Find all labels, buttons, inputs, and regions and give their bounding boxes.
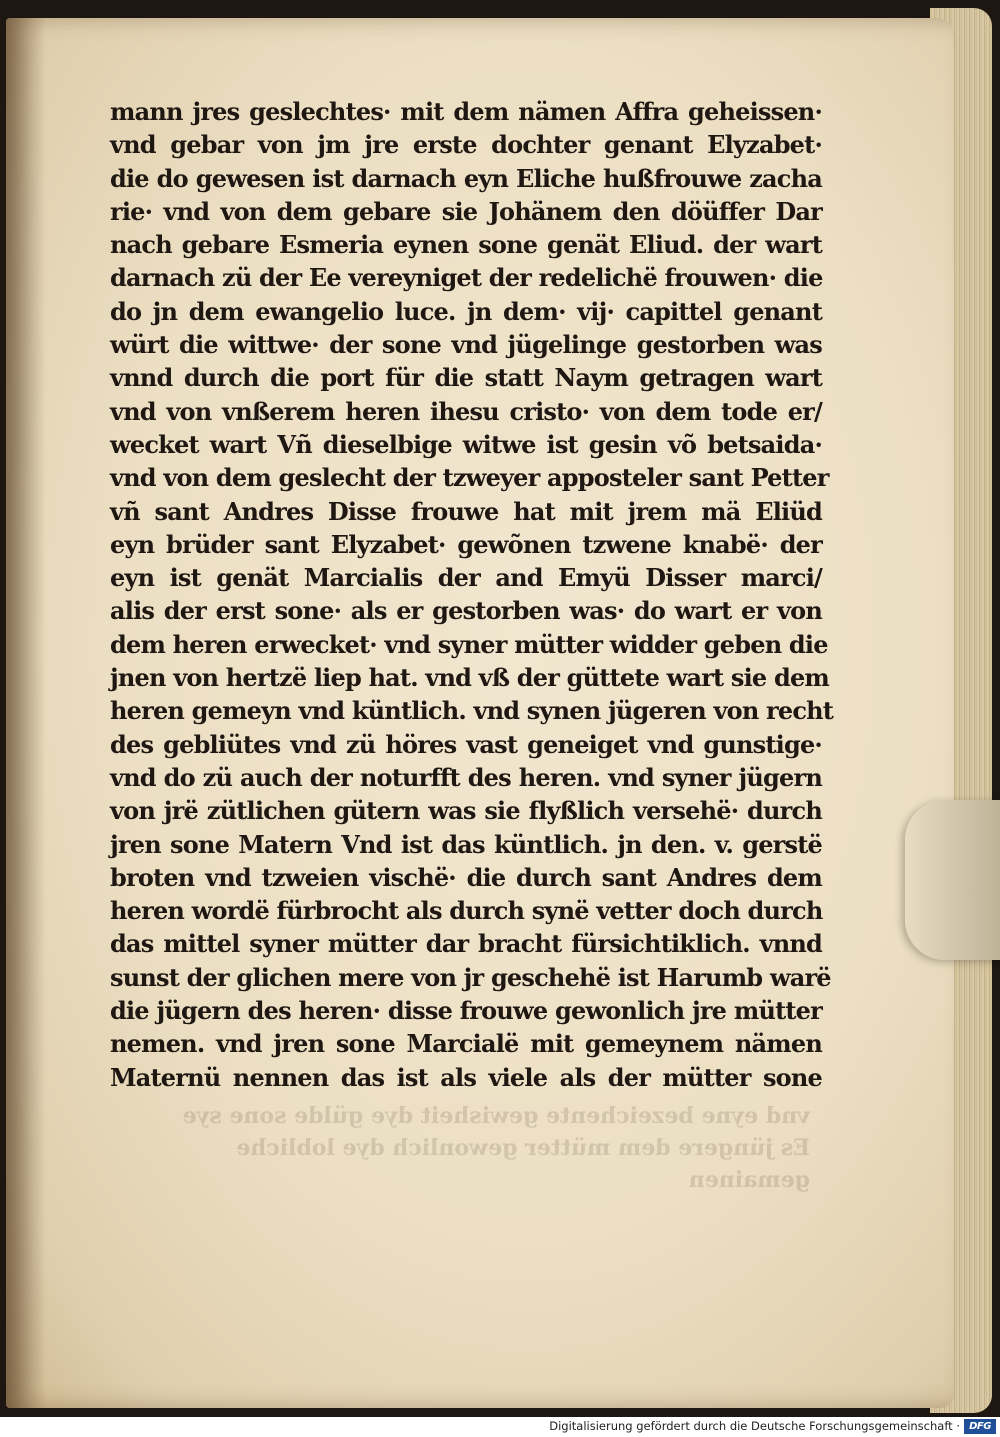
text-line: mann jres geslechtes· mit dem nämen Affra geheissen· (110, 97, 822, 126)
text-line: heren wordë fürbrocht als durch synë vetter doch durch (110, 896, 823, 926)
text-line: vnd von vnßerem heren ihesu cristo· von dem tode er/ (110, 396, 822, 426)
bleed-line: vnd eyne bezeichente gewisheit dye gülde sone sye (182, 1103, 810, 1129)
text-block (110, 95, 834, 1094)
text-line: vnd gebar von jm jre erste dochter genant Elyzabet· (110, 130, 822, 160)
text-line: heren gemeyn vnd küntlich. vnd synen jügeren von recht (110, 696, 834, 726)
footer-bar (0, 1417, 1000, 1437)
text-line: alis der erst sone· als er gestorben was· do wart er von (110, 596, 822, 626)
text-line: rie· vnd von dem gebare sie Johänem den döüffer Dar (110, 196, 822, 226)
text-line: das mittel syner mütter dar bracht fürsichtiklich. vnnd (110, 929, 822, 959)
gutter-shadow (6, 18, 46, 1408)
text-line: do jn dem ewangelio luce. jn dem· vij· capittel genant (110, 296, 822, 326)
text-line: nach gebare Esmeria eynen sone genät Eliud. der wart (110, 230, 822, 260)
text-line: eyn ist genät Marcialis der and Emyü Disser marci/ (110, 563, 822, 593)
text-line: darnach zü der Ee vereyniget der redelichë frouwen· die (110, 263, 823, 293)
text-line: vñ sant Andres Disse frouwe hat mit jrem mä Eliüd (110, 496, 822, 526)
text-line: jnen von hertzë liep hat. vnd vß der güttete wart sie dem (110, 663, 830, 693)
text-line: vnnd durch die port für die statt Naym getragen wart (110, 363, 822, 393)
text-line: vnd von dem geslecht der tzweyer apposteler sant Petter (110, 463, 829, 493)
text-line: des gebliütes vnd zü höres vast geneiget vnd gunstige· (110, 729, 822, 759)
bleed-through-text (120, 1100, 810, 1193)
text-line: wecket wart Vñ dieselbige witwe ist gesin võ betsaida· (110, 429, 822, 459)
bleed-line: Es jüngere dem mütter gewonlich dye lobliche gemainen (236, 1135, 810, 1193)
dfg-credit: Digitalisierung gefördert durch die Deutsche Forschungsgemeinschaft · (549, 1419, 960, 1433)
text-line: nemen. vnd jren sone Marcialë mit gemeynem nämen (110, 1029, 822, 1059)
bookmark-tab (905, 800, 1000, 960)
text-line: eyn brüder sant Elyzabet· gewõnen tzwene knabë· der (110, 529, 822, 559)
text-line: broten vnd tzweien vischë· die durch sant Andres dem (110, 862, 822, 892)
text-line: würt die wittwe· der sone vnd jügelinge gestorben was (110, 330, 822, 360)
dfg-logo-icon: DFG (964, 1419, 996, 1434)
text-line: die jügern des heren· disse frouwe gewonlich jre mütter (110, 996, 822, 1026)
text-line: dem heren erwecket· vnd syner mütter widder geben die (110, 629, 828, 659)
text-line: die do gewesen ist darnach eyn Eliche hußfrouwe zacha (110, 163, 822, 193)
text-line: jren sone Matern Vnd ist das küntlich. jn den. v. gerstë (110, 829, 822, 859)
text-line: sunst der glichen mere von jr geschehë ist Harumb warë (110, 962, 831, 992)
text-line: vnd do zü auch der noturfft des heren. vnd syner jügern (110, 762, 822, 792)
text-line: Maternü nennen das ist als viele als der mütter sone (110, 1062, 822, 1092)
text-line: von jrë zütlichen gütern was sie flyßlich versehë· durch (110, 796, 822, 826)
